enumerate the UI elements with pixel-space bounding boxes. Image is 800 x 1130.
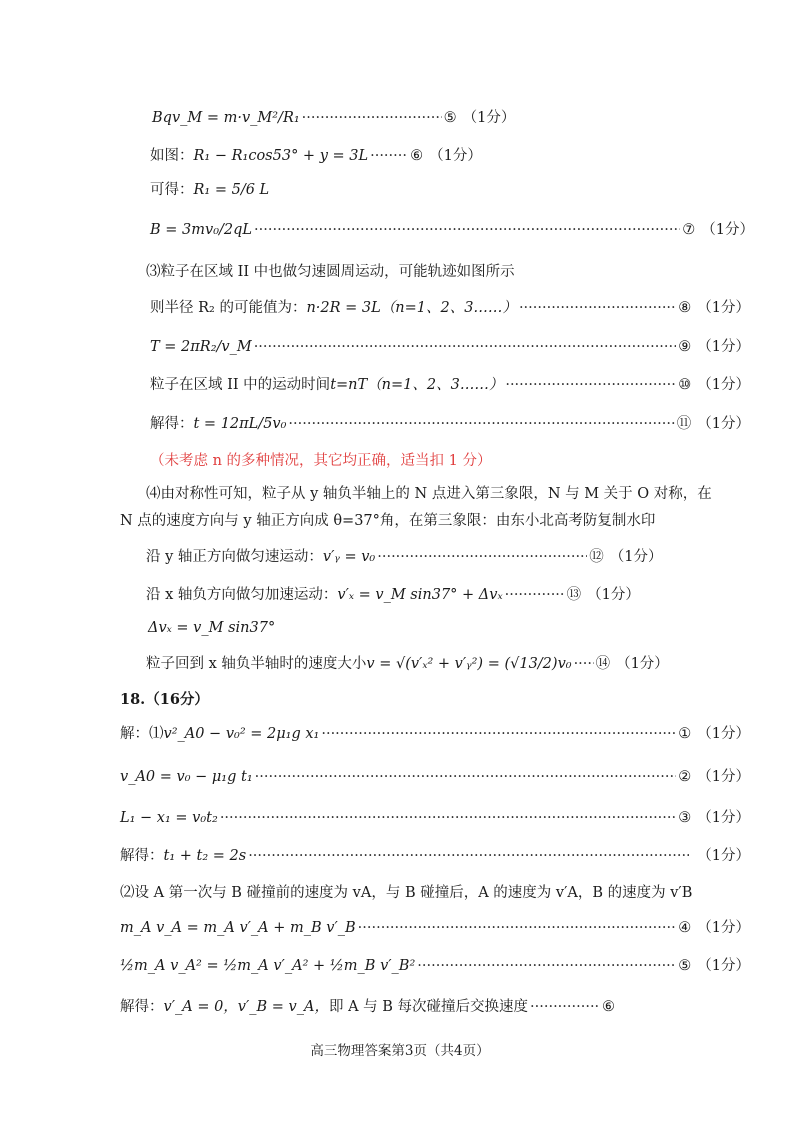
leader-dots — [505, 585, 565, 605]
eq-line-12 — [146, 547, 750, 567]
result-line-R1 — [150, 180, 750, 200]
leader-dots — [519, 298, 676, 318]
prefix: 解得： — [120, 848, 164, 864]
equation: B = 3mv₀/2qL — [150, 222, 253, 238]
leader-dots — [302, 108, 442, 128]
equation: v′ₓ = v_M sin37° + Δvₓ — [337, 587, 503, 603]
equation: t = 12πL/5v₀ — [193, 416, 287, 432]
eq-number: ⑬ — [566, 587, 582, 603]
prefix: 如图： — [150, 148, 194, 164]
leader-dots — [288, 414, 674, 434]
leader-dots — [248, 846, 689, 866]
leader-dots — [358, 918, 677, 938]
leader-dots — [220, 808, 676, 828]
eq-line-6b — [120, 997, 750, 1017]
equation: v′_A = 0，v′_B = v_A， — [163, 999, 329, 1015]
equation: v′ᵧ = v₀ — [322, 549, 376, 565]
eq-number: ⑦ — [682, 222, 696, 238]
score: （1分） — [697, 848, 750, 864]
prefix: 则半径 R₂ 的可能值为： — [150, 300, 307, 316]
eq-number: ⑥ — [602, 999, 616, 1015]
leader-dots — [377, 547, 587, 567]
eq-line-10 — [150, 375, 750, 395]
leader-dots — [254, 337, 677, 357]
section-3-intro: ⑶粒子在区域 II 中也做匀速圆周运动，可能轨迹如图所示 — [146, 264, 515, 280]
equation: ½m_A v_A² = ½m_A v′_A² + ½m_B v′_B² — [120, 958, 416, 974]
equation: n·2R = 3L（n=1、2、3……） — [306, 300, 517, 316]
eq-number: ⑧ — [678, 300, 692, 316]
leader-dots — [530, 997, 600, 1017]
prefix: 解得： — [150, 416, 194, 432]
conclusion-text: 即 A 与 B 每次碰撞后交换速度 — [328, 999, 529, 1015]
grading-note: （未考虑 n 的多种情况，其它均正确，适当扣 1 分） — [150, 453, 492, 469]
score: （1分） — [697, 920, 750, 936]
prefix: 沿 y 轴正方向做匀速运动： — [146, 549, 323, 565]
equation: v = √(v′ₓ² + v′ᵧ²) = (√13/2)v₀ — [366, 656, 572, 672]
eq-number: ⑤ — [443, 110, 457, 126]
equation: T = 2πR₂/v_M — [150, 339, 252, 355]
eq-number: ⑥ — [410, 148, 424, 164]
section-4-text-1: ⑷由对称性可知，粒子从 y 轴负半轴上的 N 点进入第三象限，N 与 M 关于 O 对称，在 — [146, 486, 712, 502]
equation: v_A0 = v₀ − μ₁g t₁ — [120, 769, 253, 785]
score: （1分） — [697, 377, 750, 393]
equation: t=nT（n=1、2、3……） — [330, 377, 504, 393]
leader-dots — [321, 724, 676, 744]
eq-number: ① — [678, 726, 692, 742]
prefix: 解得： — [120, 999, 164, 1015]
score: （1分） — [429, 148, 482, 164]
eq-number: ⑫ — [589, 549, 604, 565]
prefix: 沿 x 轴负方向做匀加速运动： — [146, 587, 338, 603]
equation: v²_A0 − v₀² = 2μ₁g x₁ — [163, 726, 320, 742]
equation: R₁ = 5/6 L — [193, 182, 270, 198]
prefix: 可得： — [150, 182, 194, 198]
prefix: 粒子在区域 II 中的运动时间 — [150, 377, 331, 393]
eq-number: ⑪ — [676, 416, 692, 432]
result-line-time — [120, 846, 750, 866]
eq-line-13 — [146, 585, 750, 605]
score: （1分） — [462, 110, 516, 126]
score: （1分） — [697, 769, 750, 785]
eq-line-11 — [150, 414, 750, 434]
prefix: 解：⑴ — [120, 726, 164, 742]
leader-dots — [254, 220, 680, 240]
eq-line-5 — [152, 108, 750, 128]
score: （1分） — [697, 958, 750, 974]
eq-number: ② — [678, 769, 692, 785]
score: （1分） — [697, 339, 750, 355]
eq-number: ⑤ — [678, 958, 692, 974]
score: （1分） — [697, 810, 750, 826]
delta-vx-equation: Δvₓ = v_M sin37° — [148, 620, 276, 636]
prefix: 粒子回到 x 轴负半轴时的速度大小 — [146, 656, 367, 672]
eq-line-3 — [120, 808, 750, 828]
equation: t₁ + t₂ = 2s — [163, 848, 247, 864]
eq-number: ③ — [678, 810, 692, 826]
eq-line-1 — [120, 724, 750, 744]
section-2-intro: ⑵设 A 第一次与 B 碰撞前的速度为 vA，与 B 碰撞后，A 的速度为 v′A，B 的速度为 v′B — [120, 885, 693, 901]
eq-line-2 — [120, 767, 750, 787]
score: （1分） — [616, 656, 669, 672]
equation: L₁ − x₁ = v₀t₂ — [120, 810, 218, 826]
page-footer: 高三物理答案第3页（共4页） — [310, 1043, 490, 1059]
leader-dots — [574, 654, 594, 674]
eq-number: ⑨ — [678, 339, 692, 355]
equation: m_A v_A = m_A v′_A + m_B v′_B — [120, 920, 356, 936]
equation: Bqv_M = m·v_M²/R₁ — [152, 110, 300, 126]
eq-line-14 — [146, 654, 750, 674]
eq-line-9 — [150, 337, 750, 357]
section-4-text-2: N 点的速度方向与 y 轴正方向成 θ=37°角，在第三象限：由东小北高考防复制水印 — [120, 513, 656, 529]
leader-dots — [417, 956, 676, 976]
leader-dots — [505, 375, 676, 395]
leader-dots — [370, 146, 408, 166]
eq-line-5b — [120, 956, 750, 976]
score: （1分） — [587, 587, 640, 603]
leader-dots — [255, 767, 677, 787]
score: （1分） — [697, 300, 750, 316]
equation: R₁ − R₁cos53° + y = 3L — [193, 148, 369, 164]
eq-number: ④ — [678, 920, 692, 936]
eq-number: ⑩ — [678, 377, 692, 393]
eq-line-7 — [150, 220, 754, 240]
score: （1分） — [609, 549, 663, 565]
question-18-heading: 18.（16分） — [120, 691, 209, 708]
eq-line-8 — [150, 298, 750, 318]
score: （1分） — [697, 416, 750, 432]
eq-line-6 — [150, 146, 750, 166]
eq-line-4 — [120, 918, 750, 938]
score: （1分） — [701, 222, 754, 238]
score: （1分） — [697, 726, 750, 742]
eq-number: ⑭ — [595, 656, 611, 672]
